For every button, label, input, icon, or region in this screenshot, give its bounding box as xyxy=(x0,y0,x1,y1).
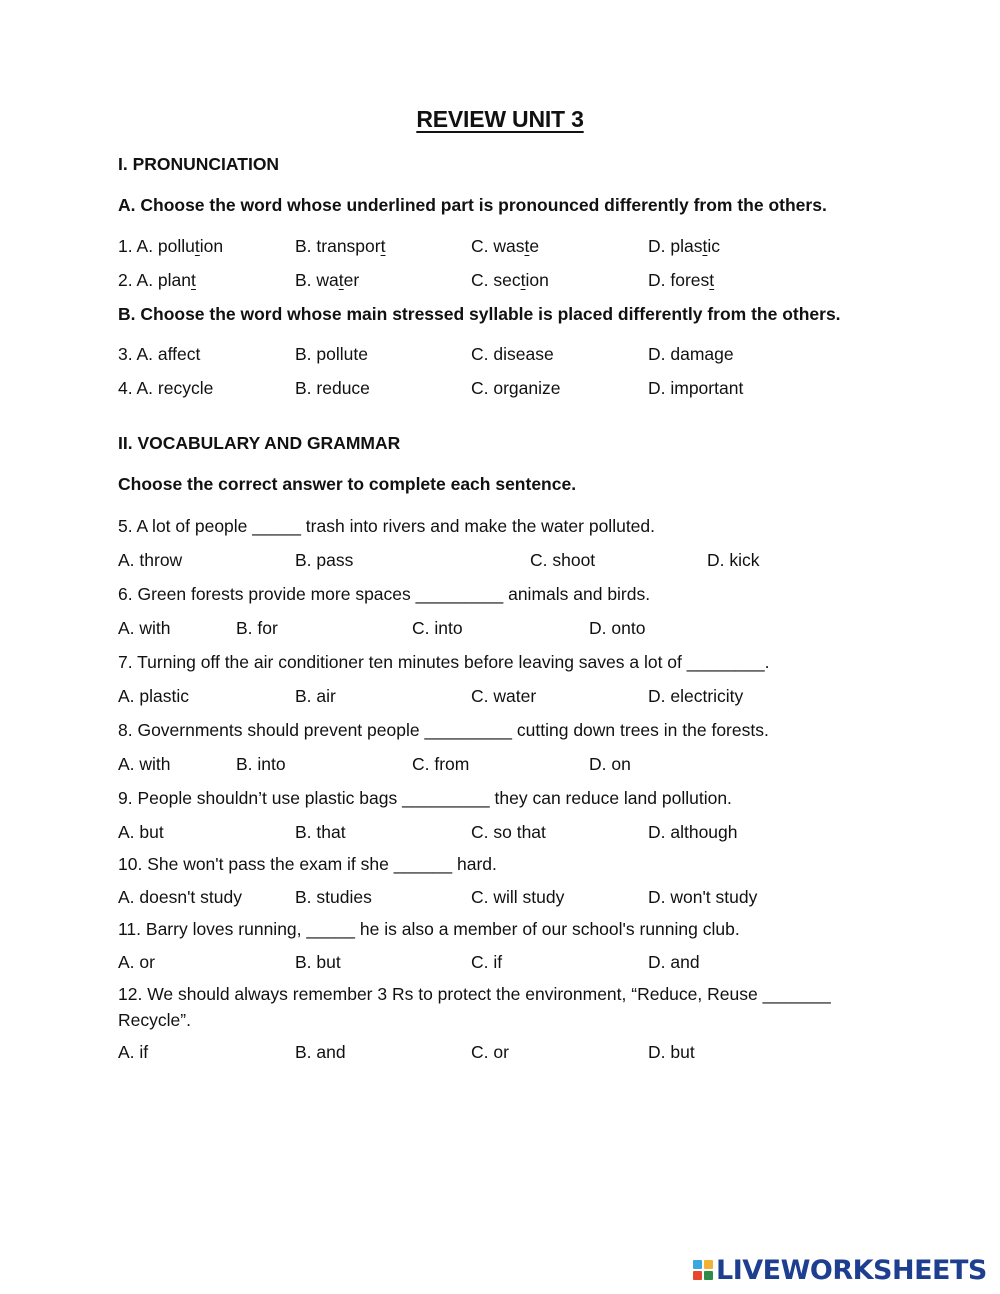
section2-instruction: Choose the correct answer to complete each sentence. xyxy=(118,474,577,494)
q6-option-d[interactable]: D. onto xyxy=(589,618,646,638)
q9-option-b[interactable]: B. that xyxy=(295,822,346,842)
q11-text: 11. Barry loves running, _____ he is also a member of our school's running club. xyxy=(118,919,740,939)
liveworksheets-logo xyxy=(693,1253,987,1287)
q9-option-d[interactable]: D. although xyxy=(648,822,738,842)
q11-option-b[interactable]: B. but xyxy=(295,952,341,972)
q2-option-a[interactable]: 2. A. plant xyxy=(118,270,196,290)
q11-option-c[interactable]: C. if xyxy=(471,952,503,972)
q1-option-a[interactable]: 1. A. pollution xyxy=(118,236,224,256)
q12-option-a[interactable]: A. if xyxy=(118,1042,149,1062)
q5-option-d[interactable]: D. kick xyxy=(707,550,760,570)
q9-text: 9. People shouldn’t use plastic bags _________ they can reduce land pollution. xyxy=(118,788,732,808)
q10-text: 10. She won't pass the exam if she ______ hard. xyxy=(118,854,497,874)
q8-option-a[interactable]: A. with xyxy=(118,754,171,774)
q4-option-d[interactable]: D. important xyxy=(648,378,744,398)
q7-option-c[interactable]: C. water xyxy=(471,686,537,706)
q11-option-d[interactable]: D. and xyxy=(648,952,700,972)
q3-option-d[interactable]: D. damage xyxy=(648,344,734,364)
logo-text: LIVEWORKSHEETS xyxy=(716,1254,987,1286)
q12-option-c[interactable]: C. or xyxy=(471,1042,509,1062)
q2-option-b[interactable]: B. water xyxy=(295,270,360,290)
q1-option-b[interactable]: B. transport xyxy=(295,236,386,256)
q7-text: 7. Turning off the air conditioner ten minutes before leaving saves a lot of ________. xyxy=(118,652,770,672)
q10-option-d[interactable]: D. won't study xyxy=(648,887,758,907)
q7-option-d[interactable]: D. electricity xyxy=(648,686,744,706)
q12-option-d[interactable]: D. but xyxy=(648,1042,695,1062)
q6-option-b[interactable]: B. for xyxy=(236,618,278,638)
section-pronunciation-heading: I. PRONUNCIATION xyxy=(118,154,280,174)
q12-option-b[interactable]: B. and xyxy=(295,1042,346,1062)
q10-option-b[interactable]: B. studies xyxy=(295,887,372,907)
q4-option-c[interactable]: C. organize xyxy=(471,378,561,398)
q3-option-b[interactable]: B. pollute xyxy=(295,344,368,364)
page-title: REVIEW UNIT 3 xyxy=(416,106,584,132)
q2-option-d[interactable]: D. forest xyxy=(648,270,715,290)
q1-option-c[interactable]: C. waste xyxy=(471,236,540,256)
q10-option-a[interactable]: A. doesn't study xyxy=(118,887,242,907)
q4-option-a[interactable]: 4. A. recycle xyxy=(118,378,214,398)
q5-text: 5. A lot of people _____ trash into rivers and make the water polluted. xyxy=(118,516,656,536)
q1-option-d[interactable]: D. plastic xyxy=(648,236,720,256)
q9-option-c[interactable]: C. so that xyxy=(471,822,546,842)
q3-option-a[interactable]: 3. A. affect xyxy=(118,344,201,364)
q5-option-c[interactable]: C. shoot xyxy=(530,550,596,570)
q5-option-a[interactable]: A. throw xyxy=(118,550,183,570)
q11-option-a[interactable]: A. or xyxy=(118,952,155,972)
q3-option-c[interactable]: C. disease xyxy=(471,344,554,364)
q10-option-c[interactable]: C. will study xyxy=(471,887,565,907)
logo-blocks-icon xyxy=(693,1260,713,1280)
q6-option-a[interactable]: A. with xyxy=(118,618,171,638)
q8-option-b[interactable]: B. into xyxy=(236,754,286,774)
q7-option-b[interactable]: B. air xyxy=(295,686,336,706)
q8-text: 8. Governments should prevent people _________ cutting down trees in the forests. xyxy=(118,720,769,740)
q8-option-d[interactable]: D. on xyxy=(589,754,631,774)
q6-option-c[interactable]: C. into xyxy=(412,618,463,638)
section-vocabulary-heading: II. VOCABULARY AND GRAMMAR xyxy=(118,433,401,453)
part-a-instruction: A. Choose the word whose underlined part is pronounced differently from the others. xyxy=(118,195,827,215)
part-b-instruction: B. Choose the word whose main stressed syllable is placed differently from the others. xyxy=(118,304,841,324)
q9-option-a[interactable]: A. but xyxy=(118,822,164,842)
q8-option-c[interactable]: C. from xyxy=(412,754,470,774)
q6-text: 6. Green forests provide more spaces _________ animals and birds. xyxy=(118,584,651,604)
q4-option-b[interactable]: B. reduce xyxy=(295,378,370,398)
q2-option-c[interactable]: C. section xyxy=(471,270,549,290)
q12-text: 12. We should always remember 3 Rs to protect the environment, “Reduce, Reuse _______ Recycle”. xyxy=(118,984,831,1030)
q7-option-a[interactable]: A. plastic xyxy=(118,686,189,706)
q5-option-b[interactable]: B. pass xyxy=(295,550,354,570)
